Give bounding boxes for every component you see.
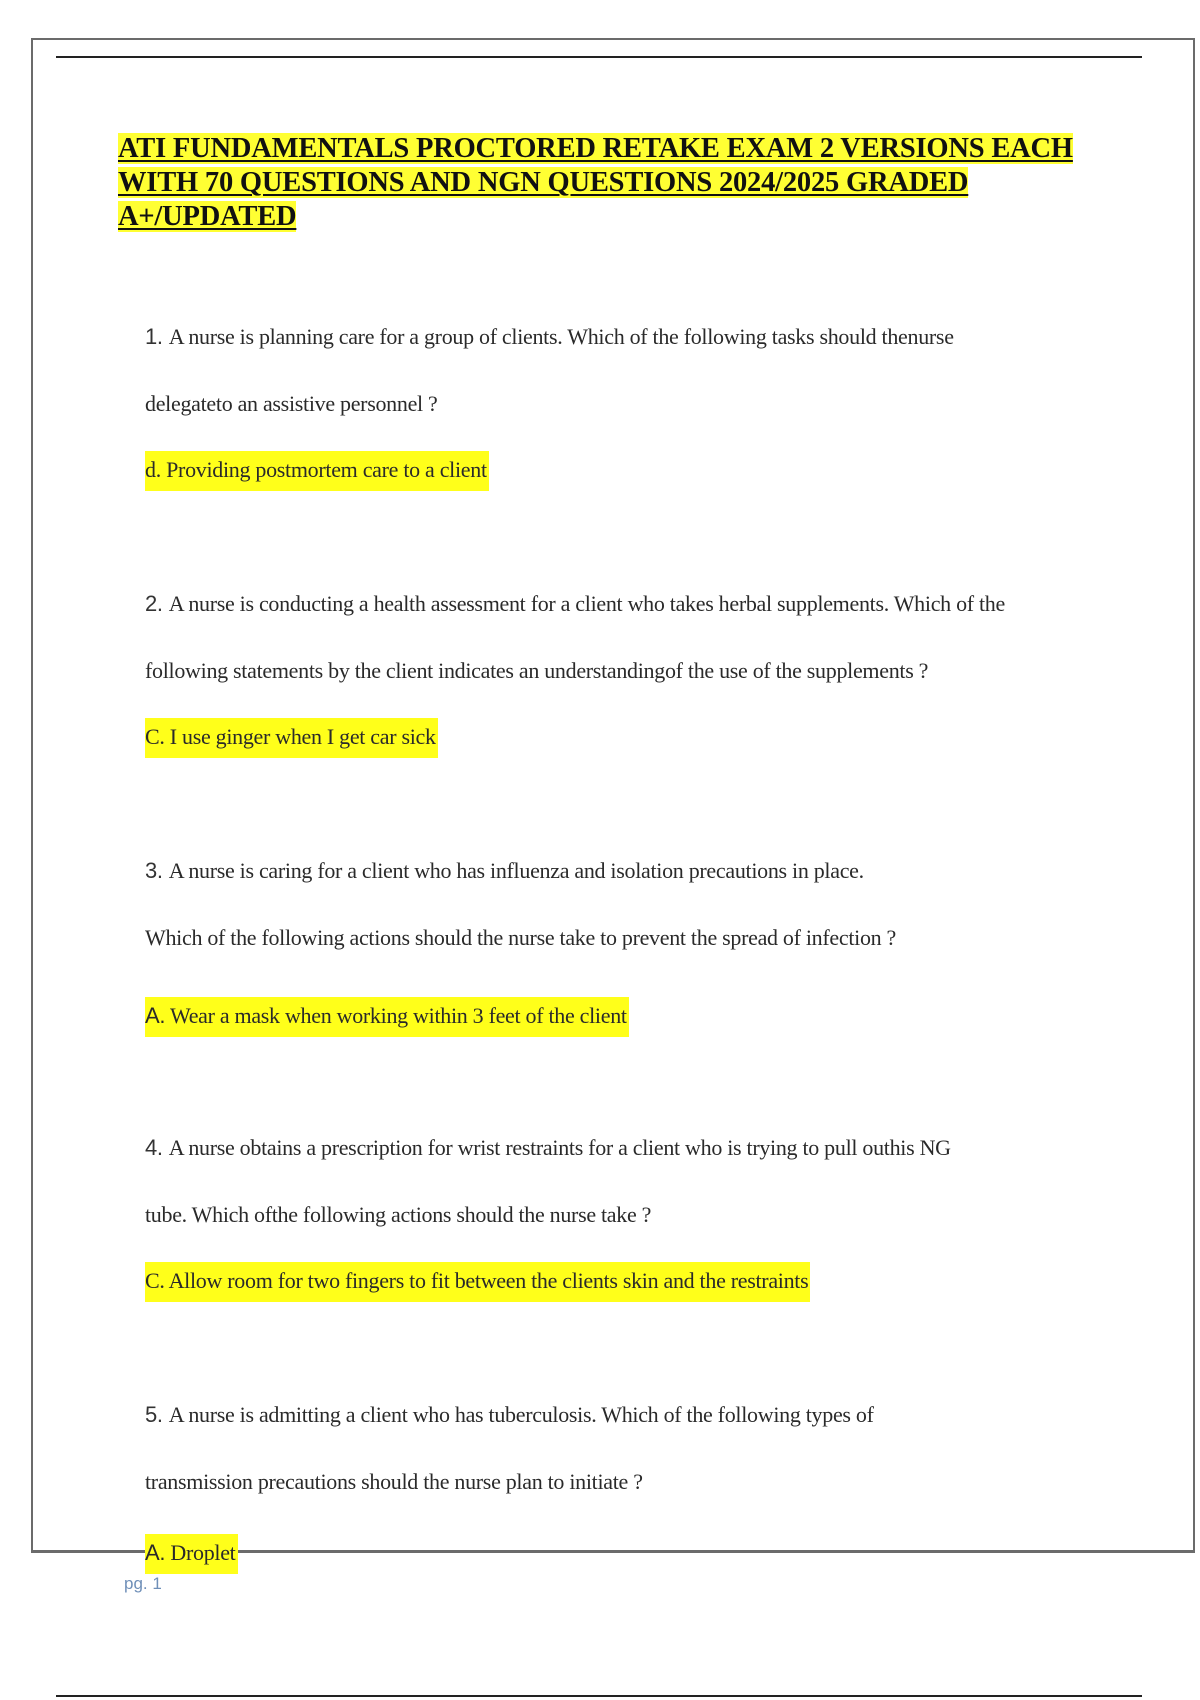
answer-text: Allow room for two fingers to fit between the clients skin and the restraints xyxy=(168,1268,809,1293)
answer-text: Providing postmortem care to a client xyxy=(166,457,487,482)
question-text-line-2: Which of the following actions should the nurse take to prevent the spread of infection ? xyxy=(145,925,897,950)
question-text-line-1: A nurse is caring for a client who has influenza and isolation precautions in place. xyxy=(168,858,864,883)
question-text-line-2: following statements by the client indicates an understandingof the use of the supplements ? xyxy=(145,658,929,683)
question-text-line-1: A nurse is admitting a client who has tuberculosis. Which of the following types of xyxy=(168,1402,874,1427)
answer-text: I use ginger when I get car sick xyxy=(169,724,436,749)
title-line-1: ATI FUNDAMENTALS PROCTORED RETAKE EXAM 2 VERSIONS EACH xyxy=(118,133,1073,164)
answer-letter: C. xyxy=(145,724,165,749)
question-number: 4. xyxy=(145,1135,163,1160)
question-text-line-1: A nurse is planning care for a group of clients. Which of the following tasks should thenurse xyxy=(168,324,954,349)
question-text-line-2: delegateto an assistive personnel ? xyxy=(145,391,438,416)
answer-text: Droplet xyxy=(170,1540,236,1565)
question-number: 3. xyxy=(145,858,163,883)
answer-highlight xyxy=(145,1534,238,1574)
question-text-line-2: tube. Which ofthe following actions should the nurse take ? xyxy=(145,1202,652,1227)
title-line-3: A+/UPDATED xyxy=(118,201,297,232)
footer-rule xyxy=(56,1695,1142,1697)
page-border xyxy=(31,38,1195,1553)
question-number: 1. xyxy=(145,324,163,349)
answer-highlight xyxy=(145,718,438,758)
answer-text: Wear a mask when working within 3 feet of the client xyxy=(170,1003,627,1028)
answer-highlight xyxy=(145,451,489,491)
title-line-2: WITH 70 QUESTIONS AND NGN QUESTIONS 2024/2025 GRADED xyxy=(118,167,969,198)
question-number: 2. xyxy=(145,591,163,616)
answer-letter: A. xyxy=(145,1540,166,1565)
answer-highlight xyxy=(145,997,629,1037)
question-number: 5. xyxy=(145,1402,163,1427)
document-title xyxy=(118,132,1078,234)
question-text-line-1: A nurse obtains a prescription for wrist restraints for a client who is trying to pull outhis NG xyxy=(168,1135,951,1160)
answer-letter: A. xyxy=(145,1003,166,1028)
answer-letter: d. xyxy=(145,457,161,482)
answer-highlight xyxy=(145,1262,810,1302)
question-text-line-2: transmission precautions should the nurse plan to initiate ? xyxy=(145,1469,643,1494)
answer-letter: C. xyxy=(145,1268,165,1293)
question-text-line-1: A nurse is conducting a health assessment for a client who takes herbal supplements. Which of the xyxy=(168,591,1005,616)
page-number: pg. 1 xyxy=(124,1574,162,1593)
